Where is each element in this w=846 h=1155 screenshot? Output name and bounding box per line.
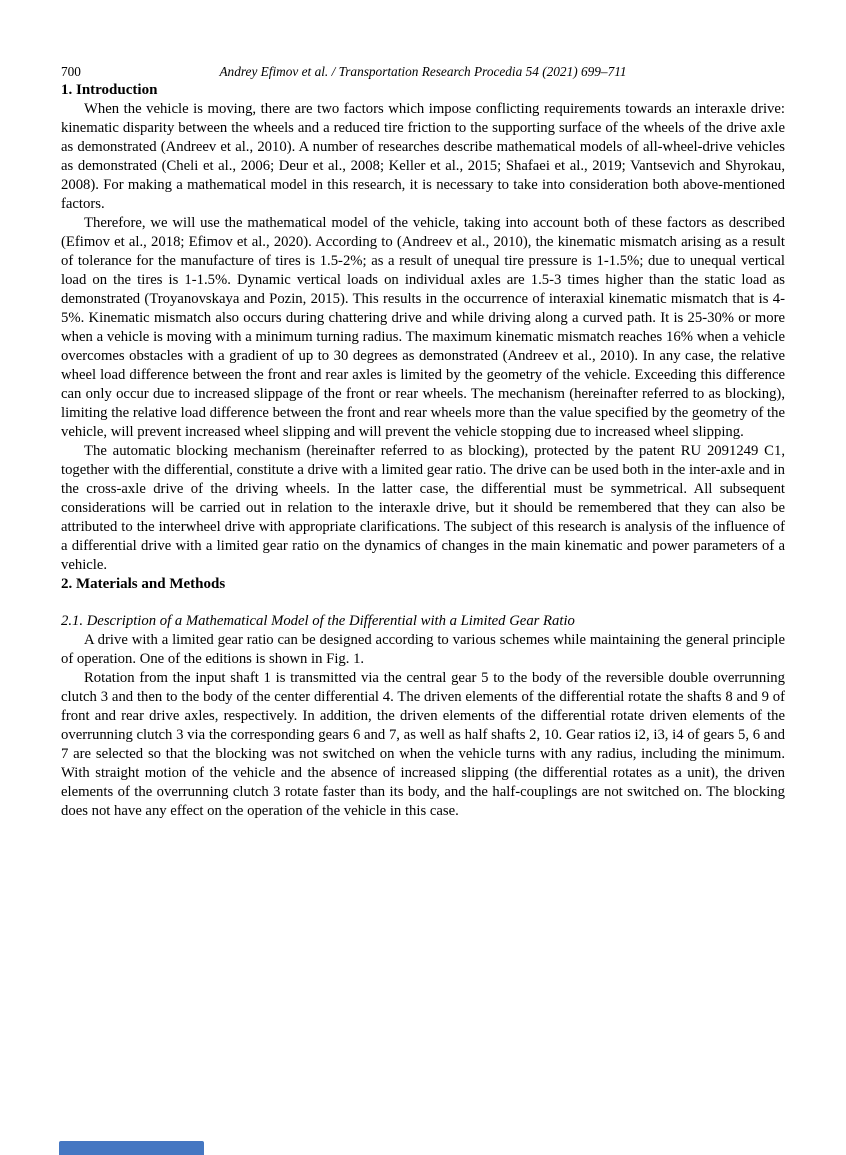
paragraph-intro-1: When the vehicle is moving, there are two factors which impose conflicting requirements towards an interaxle drive: kinematic disparity between the wheels and a reduced tire friction to the supporting surface of the wheels of the drive axle as demonstrated (Andreev et al., 2010). A number of researches describe mathematical models of all-wheel-drive vehicles as demonstrated (Cheli et al., 2006; Deur et al., 2008; Keller et al., 2015; Shafaei et al., 2019; Vantsevich and Shyrokau, 2008). For making a mathematical model in this research, it is necessary to take into consideration both above-mentioned factors. <box>61 101 785 212</box>
running-title: Andrey Efimov et al. / Transportation Research Procedia 54 (2021) 699–711 <box>219 64 627 79</box>
running-header <box>61 0 785 81</box>
subsection-heading-2-1: 2.1. Description of a Mathematical Model of the Differential with a Limited Gear Ratio <box>61 613 575 629</box>
section-heading-introduction: 1. Introduction <box>61 82 158 98</box>
section-heading-materials-methods: 2. Materials and Methods <box>61 576 226 592</box>
paragraph-methods-2: Rotation from the input shaft 1 is transmitted via the central gear 5 to the body of the reversible double overrunning clutch 3 and then to the body of the center differential 4. The driven elements of the differential rotate the shafts 8 and 9 of front and rear drive axles, respectively. In addition, the driven elements of the differential rotate driven elements of the overrunning clutch 3 via the corresponding gears 6 and 7, as well as half shafts 2, 10. Gear ratios i2, i3, i4 of gears 5, 6 and 7 are selected so that the blocking was not switched on when the vehicle turns with any radius, including the minimum. With straight motion of the vehicle and the absence of increased slipping (the differential rotates as a unit), the driven elements of the overrunning clutch 3 rotate faster than its body, and the half-couplings are not switched on. The blocking does not have any effect on the operation of the vehicle in this case. <box>61 670 785 819</box>
page-number: 700 <box>61 64 81 79</box>
paragraph-intro-2: Therefore, we will use the mathematical model of the vehicle, taking into account both of these factors as described (Efimov et al., 2018; Efimov et al., 2020). According to (Andreev et al., 2010), the kinematic mismatch arising as a result of tolerance for the manufacture of tires is 1.5-2%; as a result of unequal tire pressure is 1-1.5%; due to unequal vertical load on the tires is 1-1.5%. Dynamic vertical loads on individual axles are 1.5-3 times higher than the static load as demonstrated (Troyanovskaya and Pozin, 2015). This results in the occurrence of interaxial kinematic mismatch that is 4-5%. Kinematic mismatch also occurs during chattering drive and while driving along a curved path. It is 25-30% or more when a vehicle is moving with a minimum turning radius. The maximum kinematic mismatch reaches 16% when a vehicle overcomes obstacles with a gradient of up to 30 degrees as demonstrated (Andreev et al., 2010). In any case, the relative wheel load difference between the front and rear axles is limited by the geometry of the vehicle. Exceeding this difference can only occur due to increased slippage of the front or rear wheels. The mechanism (hereinafter referred to as blocking), limiting the relative load difference between the front and rear wheels more than the value specified by the geometry of the vehicle, will prevent increased wheel slipping and will prevent the vehicle stopping due to increased wheel slipping. <box>61 215 785 440</box>
paragraph-intro-3: The automatic blocking mechanism (hereinafter referred to as blocking), protected by the patent RU 2091249 C1, together with the differential, constitute a drive with a limited gear ratio. The drive can be used both in the inter-axle and in the cross-axle drive of the driving wheels. In the latter case, the differential must be symmetrical. All subsequent considerations will be carried out in relation to the interaxle drive, but it should be remembered that they can also be attributed to the interwheel drive with appropriate clarifications. The subject of this research is analysis of the influence of a differential drive with a limited gear ratio on the dynamics of changes in the main kinematic and power parameters of a vehicle. <box>61 443 785 573</box>
page-content <box>61 0 785 821</box>
paragraph-methods-1: A drive with a limited gear ratio can be designed according to various schemes while maintaining the general principle of operation. One of the editions is shown in Fig. 1. <box>61 632 785 667</box>
bottom-blue-bar[interactable] <box>59 1141 204 1155</box>
